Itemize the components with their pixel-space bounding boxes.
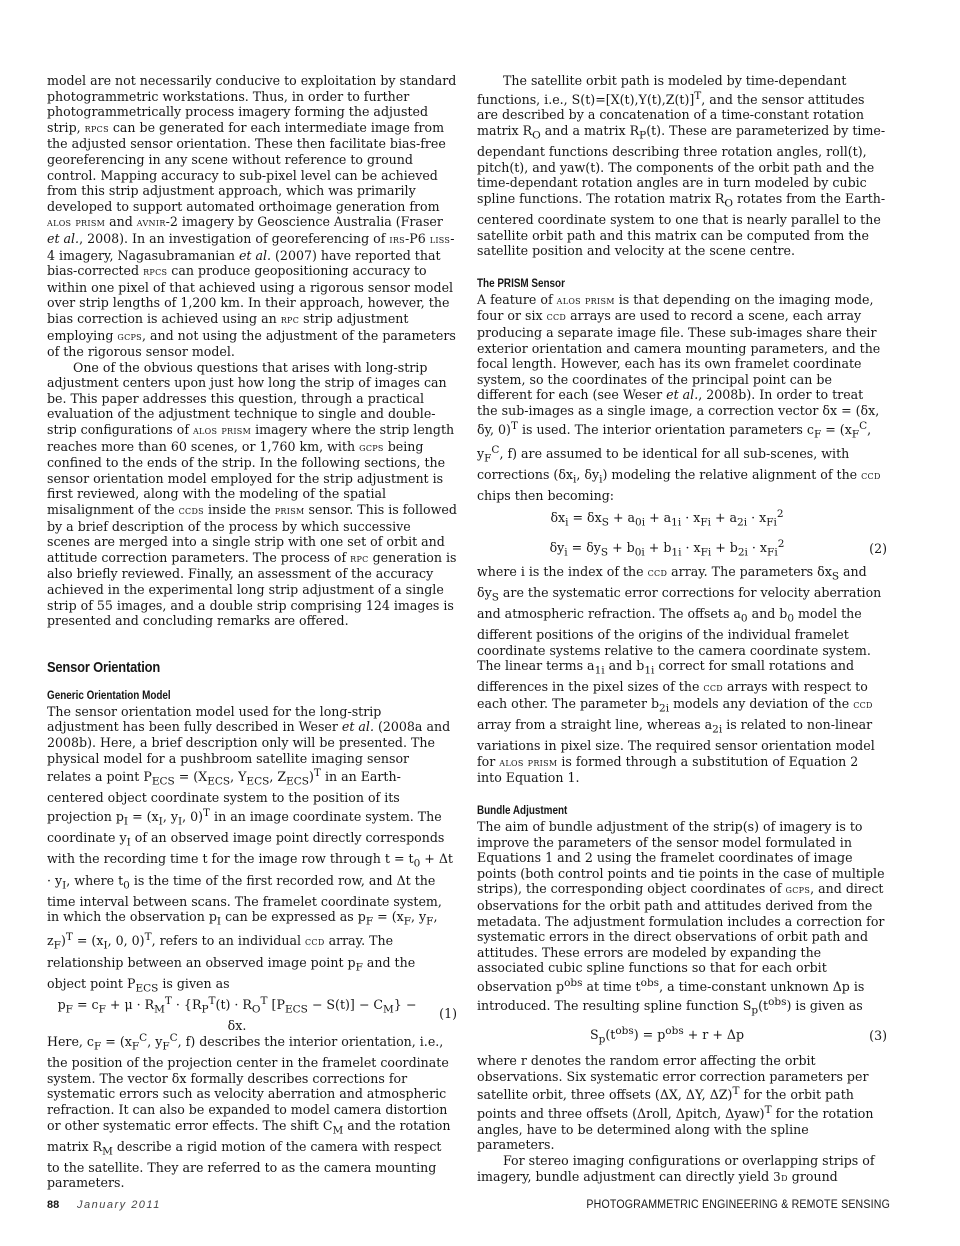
subsection-title-prism-sensor: The PRISM Sensor [477,277,565,290]
equation-2b-body: $\delta y_i = \delta y_S + b_{0i} + b_{1i} \cdot x_{Fi} + b_{2i} \cdot x_{Fi}^2$ [549,537,785,559]
left-paragraph-2: One of the obvious questions that arises with long-strip adjustment centers upon just how long the strip of images can be. This paper addresses this question, through a practical evaluation of the adjustment technique to single and double-strip configurations of alos prism imagery where the strip length reaches more than 60 scenes, or 1,760 km, with gcps being confined to the ends of the strip. In the following sections, the sensor orientation model employed for the strip adjustment is first reviewed, along with the modeling of the spatial misalignment of the ccds inside the prism sensor. This is followed by a brief description of the process by which successive scenes are merged into a single strip with one set of orbit and attitude correction parameters. The process of rpc generation is also briefly reviewed. Finally, an assessment of the accuracy achieved in the experimental long strip adjustment of a single strip of 55 images, and a double strip comprising 124 images is presented and concluding remarks are offered. [47,359,457,629]
right-paragraph-3: where i is the index of the ccd array. The parameters $\delta x_S$ and $\delta y_S$ are the systematic error corrections for velocity aberration and atmospheric refraction. The offsets $a_0$ and $b_0$ model the different positions of the origins of the individual framelet coordinate systems relative to the camera coordinate system. The linear terms $a_{1i}$ and $b_{1i}$ correct for small rotations and differences in the pixel sizes of the ccd arrays with respect to each other. The parameter $b_{2i}$ models any deviation of the ccd array from a straight line, whereas $a_{2i}$ is related to non-linear variations in pixel size. The required sensor orientation model for alos prism is formed through a substitution of Equation 2 into Equation 1. [477,563,882,786]
equation-1-body: $p_F = c_F + \mu \cdot R_M^T \cdot \{R_P^T(t) \cdot R_O^T$ $[P_{ECS} - S(t)] - C_M\} - \delta x$. [57,994,417,1034]
equation-2a [477,504,887,534]
subsection-title-generic-orientation: Generic Orientation Model [47,689,171,702]
section-title: Sensor Orientation [47,658,161,676]
equation-3-number: (3) [869,1028,887,1044]
right-column [477,73,887,1185]
equation-2a-body: $\delta x_i = \delta x_S + a_{0i} + a_{1i} \cdot x_{Fi} + a_{2i} \cdot x_{Fi}^2$ [550,507,784,529]
right-paragraph-2: A feature of alos prism is that depending on the imaging mode, four or six ccd arrays are used to record a scene, each array producing a separate image file. These sub-images share their exterior orientation and camera mounting parameters, and the focal length. However, each has its own framelet coordinate system, so the coordinates of the principal point can be different for each (see Weser et al., 2008b). In order to treat the sub-images as a single image, a correction vector δx = (δx, δy, 0)$^T$ is used. The interior orientation parameters $c_F = (x_F^C$, $y_F^C$, f) are assumed to be identical for all sub-scenes, with corrections ($\delta x_i$, $\delta y_i$) modeling the relative alignment of the ccd chips then becoming: [477,291,881,504]
left-column [47,73,457,1191]
page-number: 88 [47,1199,60,1211]
equation-2b [477,534,887,564]
equation-3 [477,1019,887,1053]
journal-name: PHOTOGRAMMETRIC ENGINEERING & REMOTE SENSING [586,1199,890,1211]
right-paragraph-5: where r denotes the random error affecting the orbit observations. Six systematic error correction parameters per satellite orbit, three offsets (ΔX, ΔY, ΔZ)$^T$ for the orbit path points and three offsets (Δroll, Δpitch, Δyaw)$^T$ for the rotation angles, have to be determined along with the spline parameters. [477,1053,874,1153]
left-paragraph-4: Here, $c_F = (x_F^C$, $y_F^C$, f) describes the interior orientation, i.e., the position of the projection center in the framelet coordinate system. The vector δx formally describes corrections for systematic errors such as velocity aberration and atmospheric refraction. It can also be expanded to model camera distortion or other systematic error effects. The shift $C_M$ and the rotation matrix $R_M$ describe a rigid motion of the camera with respect to the satellite. They are referred to as the camera mounting parameters. [47,1031,451,1191]
equation-2-number: (2) [869,541,887,556]
right-paragraph-6: For stereo imaging configurations or overlapping strips of imagery, bundle adjustment can directly yield 3d ground [477,1152,875,1184]
subsection-title-bundle-adjustment: Bundle Adjustment [477,805,568,818]
left-paragraph-1: model are not necessarily conducive to exploitation by standard photogrammetric workstations. Thus, in order to further photogrammetrically process imagery forming the adjusted strip, rpcs can be generated for each intermediate image from the adjusted sensor orientation. These then facilitate bias-free georeferencing in any scene without reference to ground control. Mapping accuracy to sub-pixel level can be achieved from this strip adjustment approach, which was primarily developed to support automated orthoimage generation from alos prism and avnir-2 imagery by Geoscience Australia (Fraser et al., 2008). In an investigation of georeferencing of irs-P6 liss-4 imagery, Nagasubramanian et al. (2007) have reported that bias-corrected rpcs can produce geopositioning accuracy to within one pixel of that achieved using a rigorous sensor model over strip lengths of 1,200 km. In their approach, however, the bias correction is achieved using an rpc strip adjustment employing gcps, and not using the adjustment of the parameters of the rigorous sensor model. [47,73,457,360]
right-paragraph-1: The satellite orbit path is modeled by time-dependant functions, i.e., $S(t)=[X(t),Y(t),Z(t)]^T$, and the sensor attitudes are described by a concatenation of a time-constant rotation matrix $R_O$ and a matrix $R_P(t)$. These are parameterized by time-dependant functions describing three rotation angles, roll(t), pitch(t), and yaw(t). The components of the orbit path and the time-dependant rotation angles are in turn modeled by cubic spline functions. The rotation matrix $R_O$ rotates from the Earth-centered coordinate system to one that is nearly parallel to the satellite orbit path and this matrix can be computed from the satellite position and velocity at the scene centre. [477,73,886,259]
equation-3-body: $S_p(t^{obs}) = p^{obs} + r + \Delta p$ [589,1024,745,1046]
page-footer [47,1199,890,1219]
equation-1-number: (1) [439,1006,457,1022]
left-paragraph-3: The sensor orientation model used for the long-strip adjustment has been fully described in Weser et al. (2008a and 2008b). Here, a brief description only will be presented. The physical model for a pushbroom satellite imaging sensor relates a point $P_{ECS} = (X_{ECS}$, $Y_{ECS}$, $Z_{ECS})^T$ in an Earth-centered object coordinate system to the position of its projection $p_I = (x_I$, $y_I$, 0)$^T$ in an image coordinate system. The coordinate $y_I$ of an observed image point directly corresponds with the recording time t for the image row through $t = t_0 + \Delta t \cdot y_I$, where $t_0$ is the time of the first recorded row, and Δt the time interval between scans. The framelet coordinate system, in which the observation $p_I$ can be expressed as $p_F = (x_F$, $y_F$, $z_F)^T = (x_I$, 0, 0)$^T$, refers to an individual ccd array. The relationship between an observed image point $p_F$ and the object point $P_{ECS}$ is given as [47,703,453,995]
equation-1 [47,994,457,1034]
right-paragraph-4: The aim of bundle adjustment of the strip(s) of imagery is to improve the parameters of the sensor model formulated in Equations 1 and 2 using the framelet coordinates of image points (both control points and tie points in the case of multiple strips), the corresponding object coordinates of gcps, and direct observations for the orbit path and attitudes derived from the metadata. The adjustment formulation includes a correction for systematic errors in the direct observations of orbit path and attitudes. These errors are modeled by expanding the associated cubic spline functions so that for each orbit observation $p^{obs}$ at time $t^{obs}$, a time-constant unknown Δp is introduced. The resulting spline function $S_p(t^{obs})$ is given as [477,819,885,1017]
issue-date: January 2011 [77,1199,161,1211]
